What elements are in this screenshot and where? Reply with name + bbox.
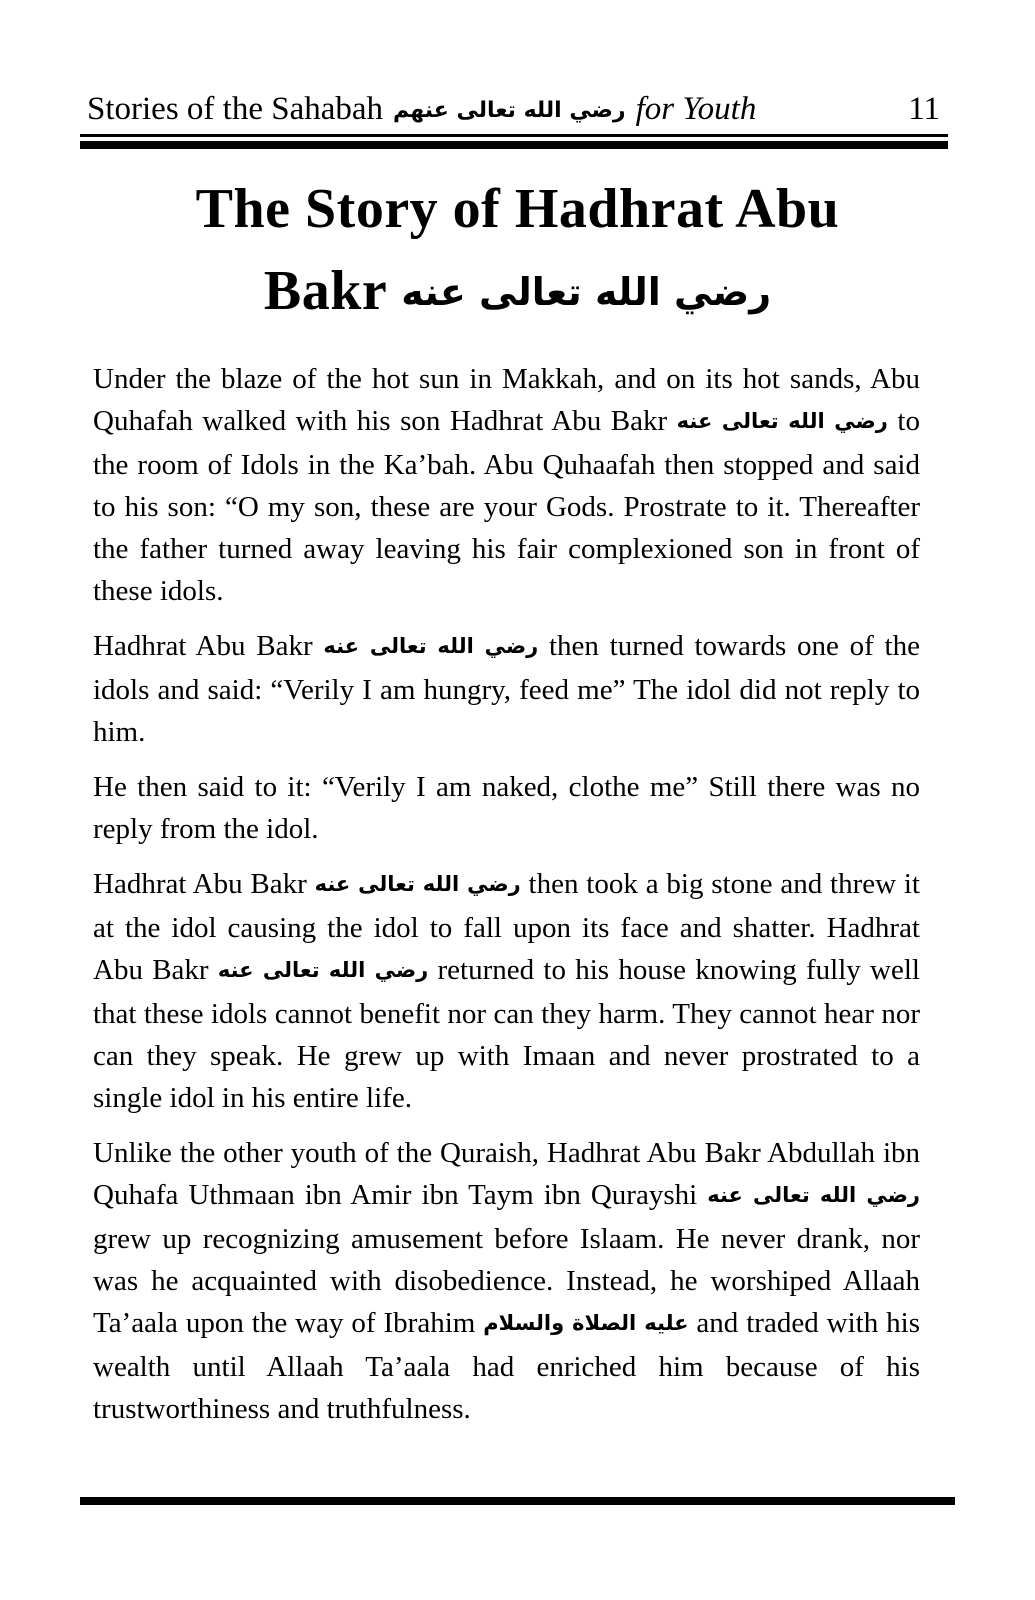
header-rule-thick	[80, 141, 948, 149]
chapter-title-line2: Bakr	[263, 260, 388, 322]
running-title-text: Stories of the Sahabah	[87, 91, 384, 127]
footer-rule	[80, 1497, 955, 1505]
paragraph-text: Unlike the other youth of the Quraish, Hadhrat Abu Bakr Abdullah ibn Quhafa Uthmaan ibn Amir ibn Taym ibn Qurayshi	[93, 1137, 920, 1211]
paragraph-text: Hadhrat Abu Bakr	[93, 868, 315, 900]
running-title	[87, 90, 756, 130]
paragraph-text: Under the blaze of the hot sun in Makkah, and on its hot sands, Abu Quhafah walked with his son Hadhrat Abu Bakr	[93, 363, 920, 437]
paragraph-4	[93, 863, 920, 1119]
paragraph-2	[93, 625, 920, 753]
paragraph-text: then took a big stone and threw it at the idol causing the idol to fall upon its face and shatter. Hadhrat Abu Bakr	[93, 868, 920, 986]
paragraph-text: Hadhrat Abu Bakr	[93, 630, 324, 662]
honorific-radiallahu-anhu-icon: رضي الله تعالى عنه	[401, 270, 772, 314]
body-text	[93, 358, 920, 1443]
paragraph-text: returned to his house knowing fully well that these idols cannot benefit nor can they harm. They cannot hear nor can they speak. He grew up with Imaan and never prostrated to a single idol in his entire life.	[93, 954, 920, 1114]
paragraph-text: then turned towards one of the idols and said: “Verily I am hungry, feed me” The idol did not reply to him.	[93, 630, 920, 748]
paragraph-1	[93, 358, 920, 612]
honorific-radiallahu-anhu-icon: رضي الله تعالى عنه	[217, 958, 429, 982]
honorific-alayhis-salam-icon: عليه الصلاة والسلام	[483, 1311, 689, 1335]
paragraph-text: and traded with his wealth until Allaah Ta’aala had enriched him because of his trustworthiness and truthfulness.	[93, 1307, 920, 1425]
chapter-title-line1: The Story of Hadhrat Abu	[195, 178, 840, 240]
honorific-radiallahu-anhu-icon: رضي الله تعالى عنه	[676, 409, 888, 433]
honorific-radiallahu-anhum: رضي الله تعالى عنهم	[393, 98, 626, 123]
honorific-radiallahu-anhu-icon: رضي الله تعالى عنه	[314, 872, 521, 896]
paragraph-3	[93, 766, 920, 850]
running-title-suffix: for Youth	[635, 91, 757, 127]
honorific-radiallahu-anhu-icon: رضي الله تعالى عنه	[707, 1183, 920, 1207]
honorific-radiallahu-anhu-icon: رضي الله تعالى عنه	[323, 634, 539, 658]
paragraph-text: to the room of Idols in the Ka’bah. Abu Quhaafah then stopped and said to his son: “O my son, these are your Gods. Prostrate to it. Thereafter the father turned away leaving his fair complexioned son in front of these idols.	[93, 405, 920, 607]
paragraph-text: grew up recognizing amusement before Islaam. He never drank, nor was he acquainted with disobedience. Instead, he worshiped Allaah Ta’aala upon the way of Ibrahim	[93, 1223, 920, 1339]
page-number: 11	[908, 91, 940, 127]
chapter-title	[0, 168, 1035, 337]
header-rule-thin	[80, 134, 948, 137]
paragraph-5	[93, 1132, 920, 1430]
paragraph-text: He then said to it: “Verily I am naked, clothe me” Still there was no reply from the idol.	[93, 771, 920, 845]
running-header	[87, 90, 940, 130]
